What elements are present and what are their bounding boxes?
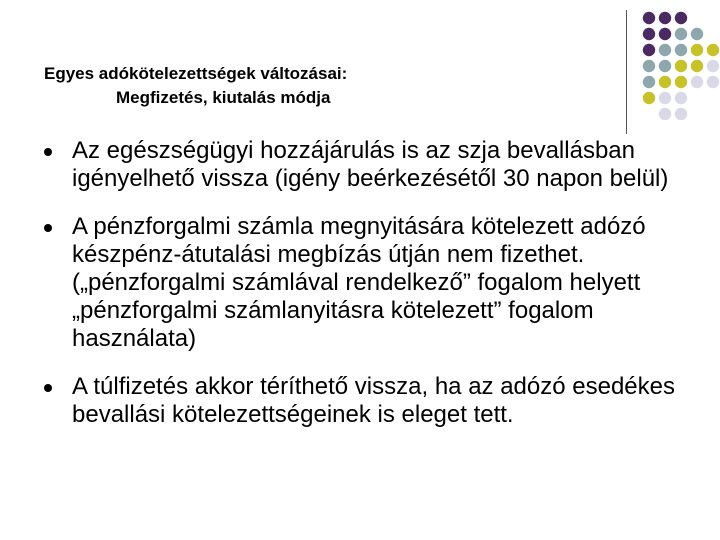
decor-dot <box>675 76 687 88</box>
title-line-2: Megfizetés, kiutalás módja <box>116 88 331 107</box>
bullet-item <box>44 373 694 429</box>
decor-dot <box>643 60 655 72</box>
decor-dot <box>659 92 671 104</box>
decor-dot <box>675 44 687 56</box>
bullet-dot-icon <box>44 148 52 156</box>
bullet-dot-icon <box>44 384 52 392</box>
title-line-1: Egyes adókötelezettségek változásai: <box>44 64 348 83</box>
decor-dot <box>675 108 687 120</box>
bullet-list <box>44 137 694 449</box>
bullet-item <box>44 137 694 193</box>
decor-dot <box>643 92 655 104</box>
decor-dot <box>659 60 671 72</box>
divider-line <box>626 10 627 134</box>
decor-dot <box>659 12 671 24</box>
decor-dot <box>643 76 655 88</box>
dot-grid-icon <box>641 10 720 120</box>
bullet-text: A pénzforgalmi számla megnyitására kötelezett adózó készpénz-átutalási megbízás útján nem fizethet. („pénzforgalmi számlával rendelkező” fogalom helyett „pénzforgalmi számlanyitásra kötelezett” fogalom használata) <box>72 213 646 352</box>
decor-dot <box>643 12 655 24</box>
decor-dot <box>691 28 703 40</box>
decor-dot <box>691 44 703 56</box>
decor-dot <box>643 28 655 40</box>
decor-dot <box>643 44 655 56</box>
bullet-text: Az egészségügyi hozzájárulás is az szja bevallásban igényelhető vissza (igény beérkezésétől 30 napon belül) <box>72 137 669 192</box>
decor-dot <box>707 76 719 88</box>
bullet-dot-icon <box>44 224 52 232</box>
decor-dot <box>707 44 719 56</box>
decor-dot <box>691 60 703 72</box>
decor-dot <box>675 12 687 24</box>
decor-dot <box>659 44 671 56</box>
bullet-item <box>44 213 694 353</box>
decor-dot <box>691 76 703 88</box>
decor-dot <box>659 76 671 88</box>
decor-dot <box>675 92 687 104</box>
decor-dot <box>707 60 719 72</box>
bullet-text: A túlfizetés akkor téríthető vissza, ha az adózó esedékes bevallási kötelezettségeinek is eleget tett. <box>72 373 675 428</box>
decor-dot <box>675 28 687 40</box>
decor-dot <box>659 108 671 120</box>
decor-dot <box>675 60 687 72</box>
decor-dot <box>659 28 671 40</box>
slide-title <box>44 62 604 110</box>
